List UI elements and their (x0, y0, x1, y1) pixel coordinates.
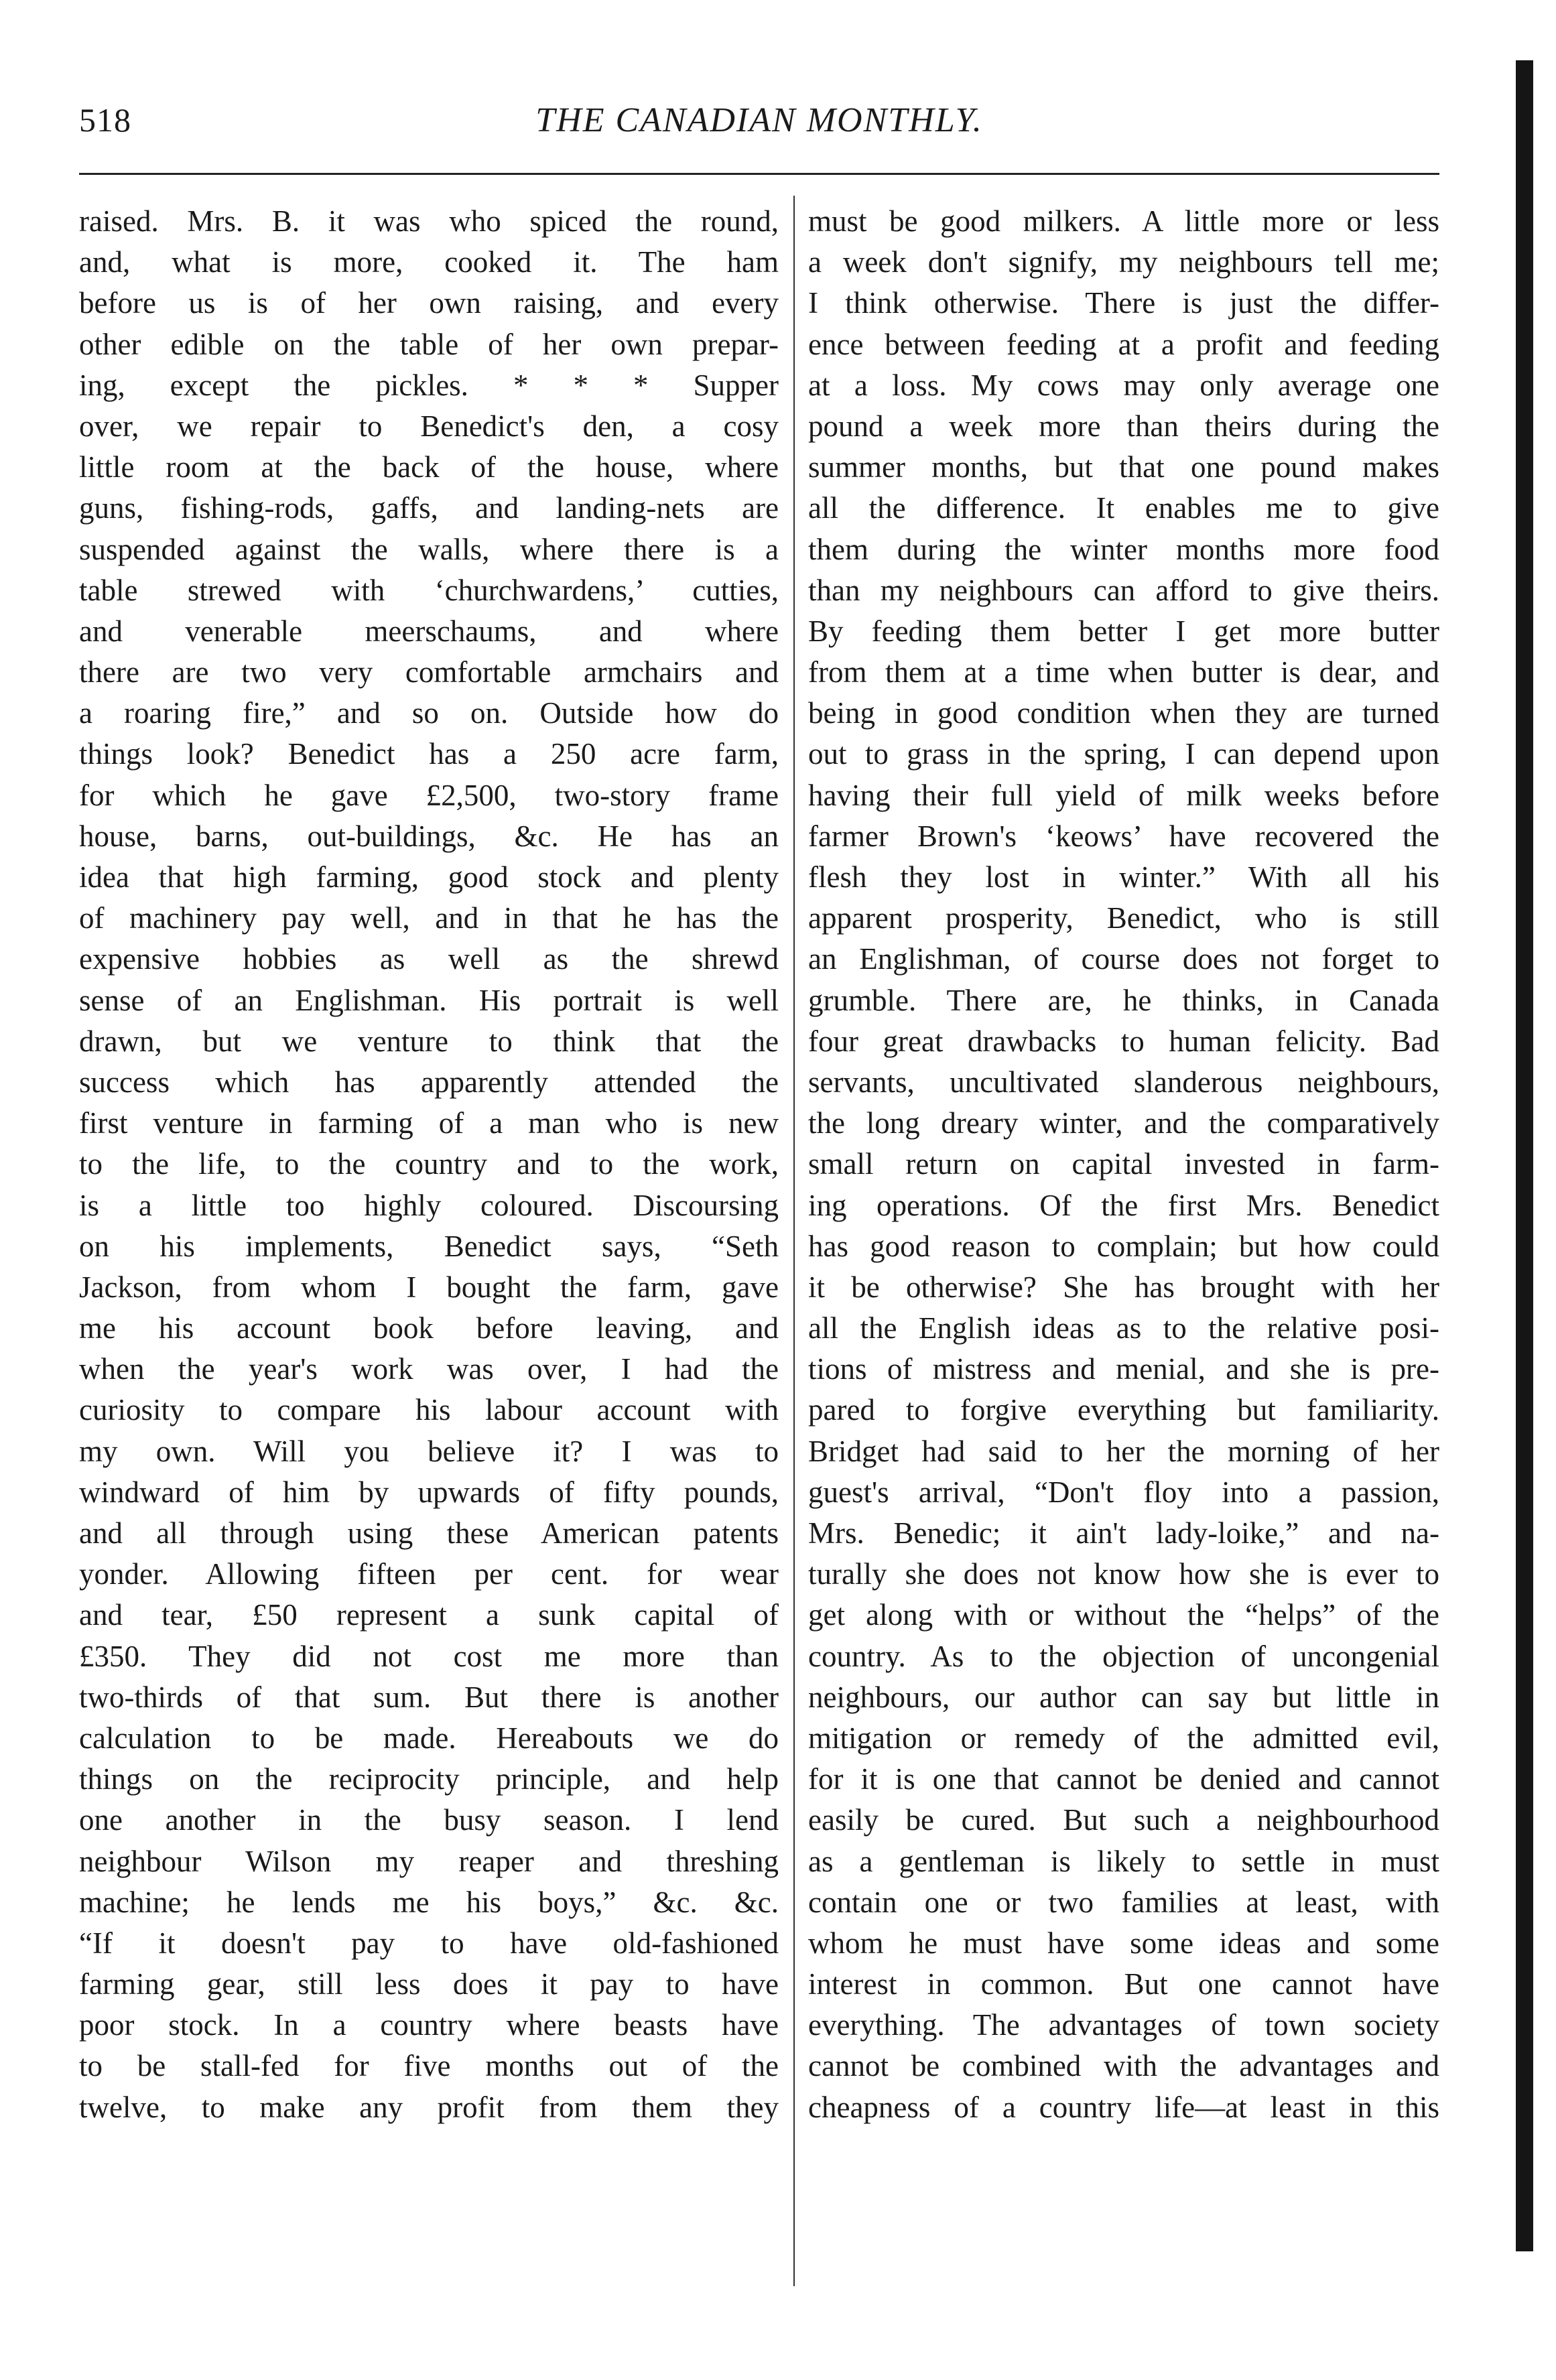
text-line: a week don't signify, my neighbours tell me; (808, 245, 1439, 279)
running-title: THE CANADIAN MONTHLY. (535, 101, 983, 139)
text-line: twelve, to make any profit from them they (79, 2090, 779, 2124)
text-line: pared to forgive everything but familiarity. (808, 1393, 1439, 1427)
text-line: to be stall-fed for five months out of the (79, 2049, 779, 2083)
text-line: four great drawbacks to human felicity. Bad (808, 1024, 1439, 1058)
text-line: little room at the back of the house, where (79, 450, 779, 484)
text-line: whom he must have some ideas and some (808, 1926, 1439, 1960)
text-line: success which has apparently attended the (79, 1065, 779, 1099)
text-line: all the English ideas as to the relative posi- (808, 1311, 1439, 1345)
text-line: windward of him by upwards of fifty pounds, (79, 1475, 779, 1509)
page-edge-shadow (1516, 60, 1533, 2251)
text-line: By feeding them better I get more butter (808, 614, 1439, 648)
text-line: me his account book before leaving, and (79, 1311, 779, 1345)
text-line: and tear, £50 represent a sunk capital of (79, 1598, 779, 1632)
text-line: tions of mistress and menial, and she is pre- (808, 1352, 1439, 1386)
text-line: house, barns, out-buildings, &c. He has an (79, 819, 779, 853)
text-line: ing operations. Of the first Mrs. Benedict (808, 1188, 1439, 1222)
text-line: than my neighbours can afford to give theirs. (808, 573, 1439, 607)
text-line: contain one or two families at least, with (808, 1885, 1439, 1919)
text-line: servants, uncultivated slanderous neighbours, (808, 1065, 1439, 1099)
text-line: apparent prosperity, Benedict, who is still (808, 901, 1439, 935)
text-line: my own. Will you believe it? I was to (79, 1434, 779, 1468)
text-line: them during the winter months more food (808, 532, 1439, 566)
text-line: when the year's work was over, I had the (79, 1352, 779, 1386)
text-line: curiosity to compare his labour account with (79, 1393, 779, 1427)
text-line: there are two very comfortable armchairs and (79, 655, 779, 689)
text-line: ence between feeding at a profit and feeding (808, 327, 1439, 361)
text-line: before us is of her own raising, and every (79, 286, 779, 320)
text-line: ing, except the pickles. * * * Supper (79, 368, 779, 402)
text-line: poor stock. In a country where beasts have (79, 2008, 779, 2042)
text-line: mitigation or remedy of the admitted evil, (808, 1721, 1439, 1755)
text-line: things look? Benedict has a 250 acre farm, (79, 737, 779, 771)
text-line: flesh they lost in winter.” With all his (808, 860, 1439, 894)
text-line: pound a week more than theirs during the (808, 409, 1439, 443)
text-line: “If it doesn't pay to have old-fashioned (79, 1926, 779, 1960)
text-line: as a gentleman is likely to settle in must (808, 1844, 1439, 1878)
text-line: being in good condition when they are turned (808, 696, 1439, 730)
text-line: Mrs. Benedic; it ain't lady-loike,” and na- (808, 1516, 1439, 1550)
text-line: yonder. Allowing fifteen per cent. for wear (79, 1557, 779, 1591)
text-line: country. As to the objection of uncongenial (808, 1639, 1439, 1673)
text-line: out to grass in the spring, I can depend upon (808, 737, 1439, 771)
text-line: for which he gave £2,500, two-story frame (79, 778, 779, 812)
text-line: two-thirds of that sum. But there is another (79, 1680, 779, 1714)
text-line: on his implements, Benedict says, “Seth (79, 1229, 779, 1263)
text-line: over, we repair to Benedict's den, a cosy (79, 409, 779, 443)
text-line: expensive hobbies as well as the shrewd (79, 942, 779, 976)
text-line: calculation to be made. Hereabouts we do (79, 1721, 779, 1755)
text-line: it be otherwise? She has brought with her (808, 1270, 1439, 1304)
text-line: neighbour Wilson my reaper and threshing (79, 1844, 779, 1878)
text-line: machine; he lends me his boys,” &c. &c. (79, 1885, 779, 1919)
text-line: of machinery pay well, and in that he has the (79, 901, 779, 935)
text-line: other edible on the table of her own prepar- (79, 327, 779, 361)
text-line: turally she does not know how she is ever to (808, 1557, 1439, 1591)
text-line: a roaring fire,” and so on. Outside how do (79, 696, 779, 730)
text-line: has good reason to complain; but how could (808, 1229, 1439, 1263)
text-line: idea that high farming, good stock and plenty (79, 860, 779, 894)
text-line: and all through using these American patents (79, 1516, 779, 1550)
right-column (808, 201, 1439, 2292)
text-line: is a little too highly coloured. Discoursing (79, 1188, 779, 1222)
left-column (79, 201, 779, 2292)
text-line: to the life, to the country and to the work, (79, 1147, 779, 1181)
text-line: guns, fishing-rods, gaffs, and landing-nets are (79, 491, 779, 525)
text-line: all the difference. It enables me to give (808, 491, 1439, 525)
text-line: easily be cured. But such a neighbourhood (808, 1803, 1439, 1837)
text-line: from them at a time when butter is dear, and (808, 655, 1439, 689)
text-line: an Englishman, of course does not forget to (808, 942, 1439, 976)
text-line: the long dreary winter, and the comparatively (808, 1106, 1439, 1140)
text-line: Jackson, from whom I bought the farm, gave (79, 1270, 779, 1304)
text-line: first venture in farming of a man who is new (79, 1106, 779, 1140)
text-line: cheapness of a country life—at least in this (808, 2090, 1439, 2124)
text-line: £350. They did not cost me more than (79, 1639, 779, 1673)
text-line: I think otherwise. There is just the differ- (808, 286, 1439, 320)
text-line: and venerable meerschaums, and where (79, 614, 779, 648)
text-line: cannot be combined with the advantages and (808, 2049, 1439, 2083)
text-line: get along with or without the “helps” of the (808, 1598, 1439, 1632)
text-line: for it is one that cannot be denied and cannot (808, 1762, 1439, 1796)
text-line: having their full yield of milk weeks before (808, 778, 1439, 812)
text-line: farmer Brown's ‘keows’ have recovered the (808, 819, 1439, 853)
text-line: suspended against the walls, where there is a (79, 532, 779, 566)
text-line: sense of an Englishman. His portrait is well (79, 983, 779, 1017)
text-line: must be good milkers. A little more or less (808, 204, 1439, 238)
text-line: raised. Mrs. B. it was who spiced the round, (79, 204, 779, 238)
page-header (79, 101, 1439, 154)
column-divider (793, 196, 795, 2286)
text-line: at a loss. My cows may only average one (808, 368, 1439, 402)
text-line: farming gear, still less does it pay to have (79, 1967, 779, 2001)
text-line: drawn, but we venture to think that the (79, 1024, 779, 1058)
text-line: and, what is more, cooked it. The ham (79, 245, 779, 279)
text-line: things on the reciprocity principle, and help (79, 1762, 779, 1796)
text-line: Bridget had said to her the morning of her (808, 1434, 1439, 1468)
text-line: neighbours, our author can say but little in (808, 1680, 1439, 1714)
text-line: everything. The advantages of town society (808, 2008, 1439, 2042)
text-line: grumble. There are, he thinks, in Canada (808, 983, 1439, 1017)
header-rule (79, 173, 1439, 175)
text-line: table strewed with ‘churchwardens,’ cutties, (79, 573, 779, 607)
text-line: guest's arrival, “Don't floy into a passion, (808, 1475, 1439, 1509)
page-number: 518 (79, 101, 131, 139)
text-line: summer months, but that one pound makes (808, 450, 1439, 484)
text-line: one another in the busy season. I lend (79, 1803, 779, 1837)
text-line: small return on capital invested in farm- (808, 1147, 1439, 1181)
text-line: interest in common. But one cannot have (808, 1967, 1439, 2001)
